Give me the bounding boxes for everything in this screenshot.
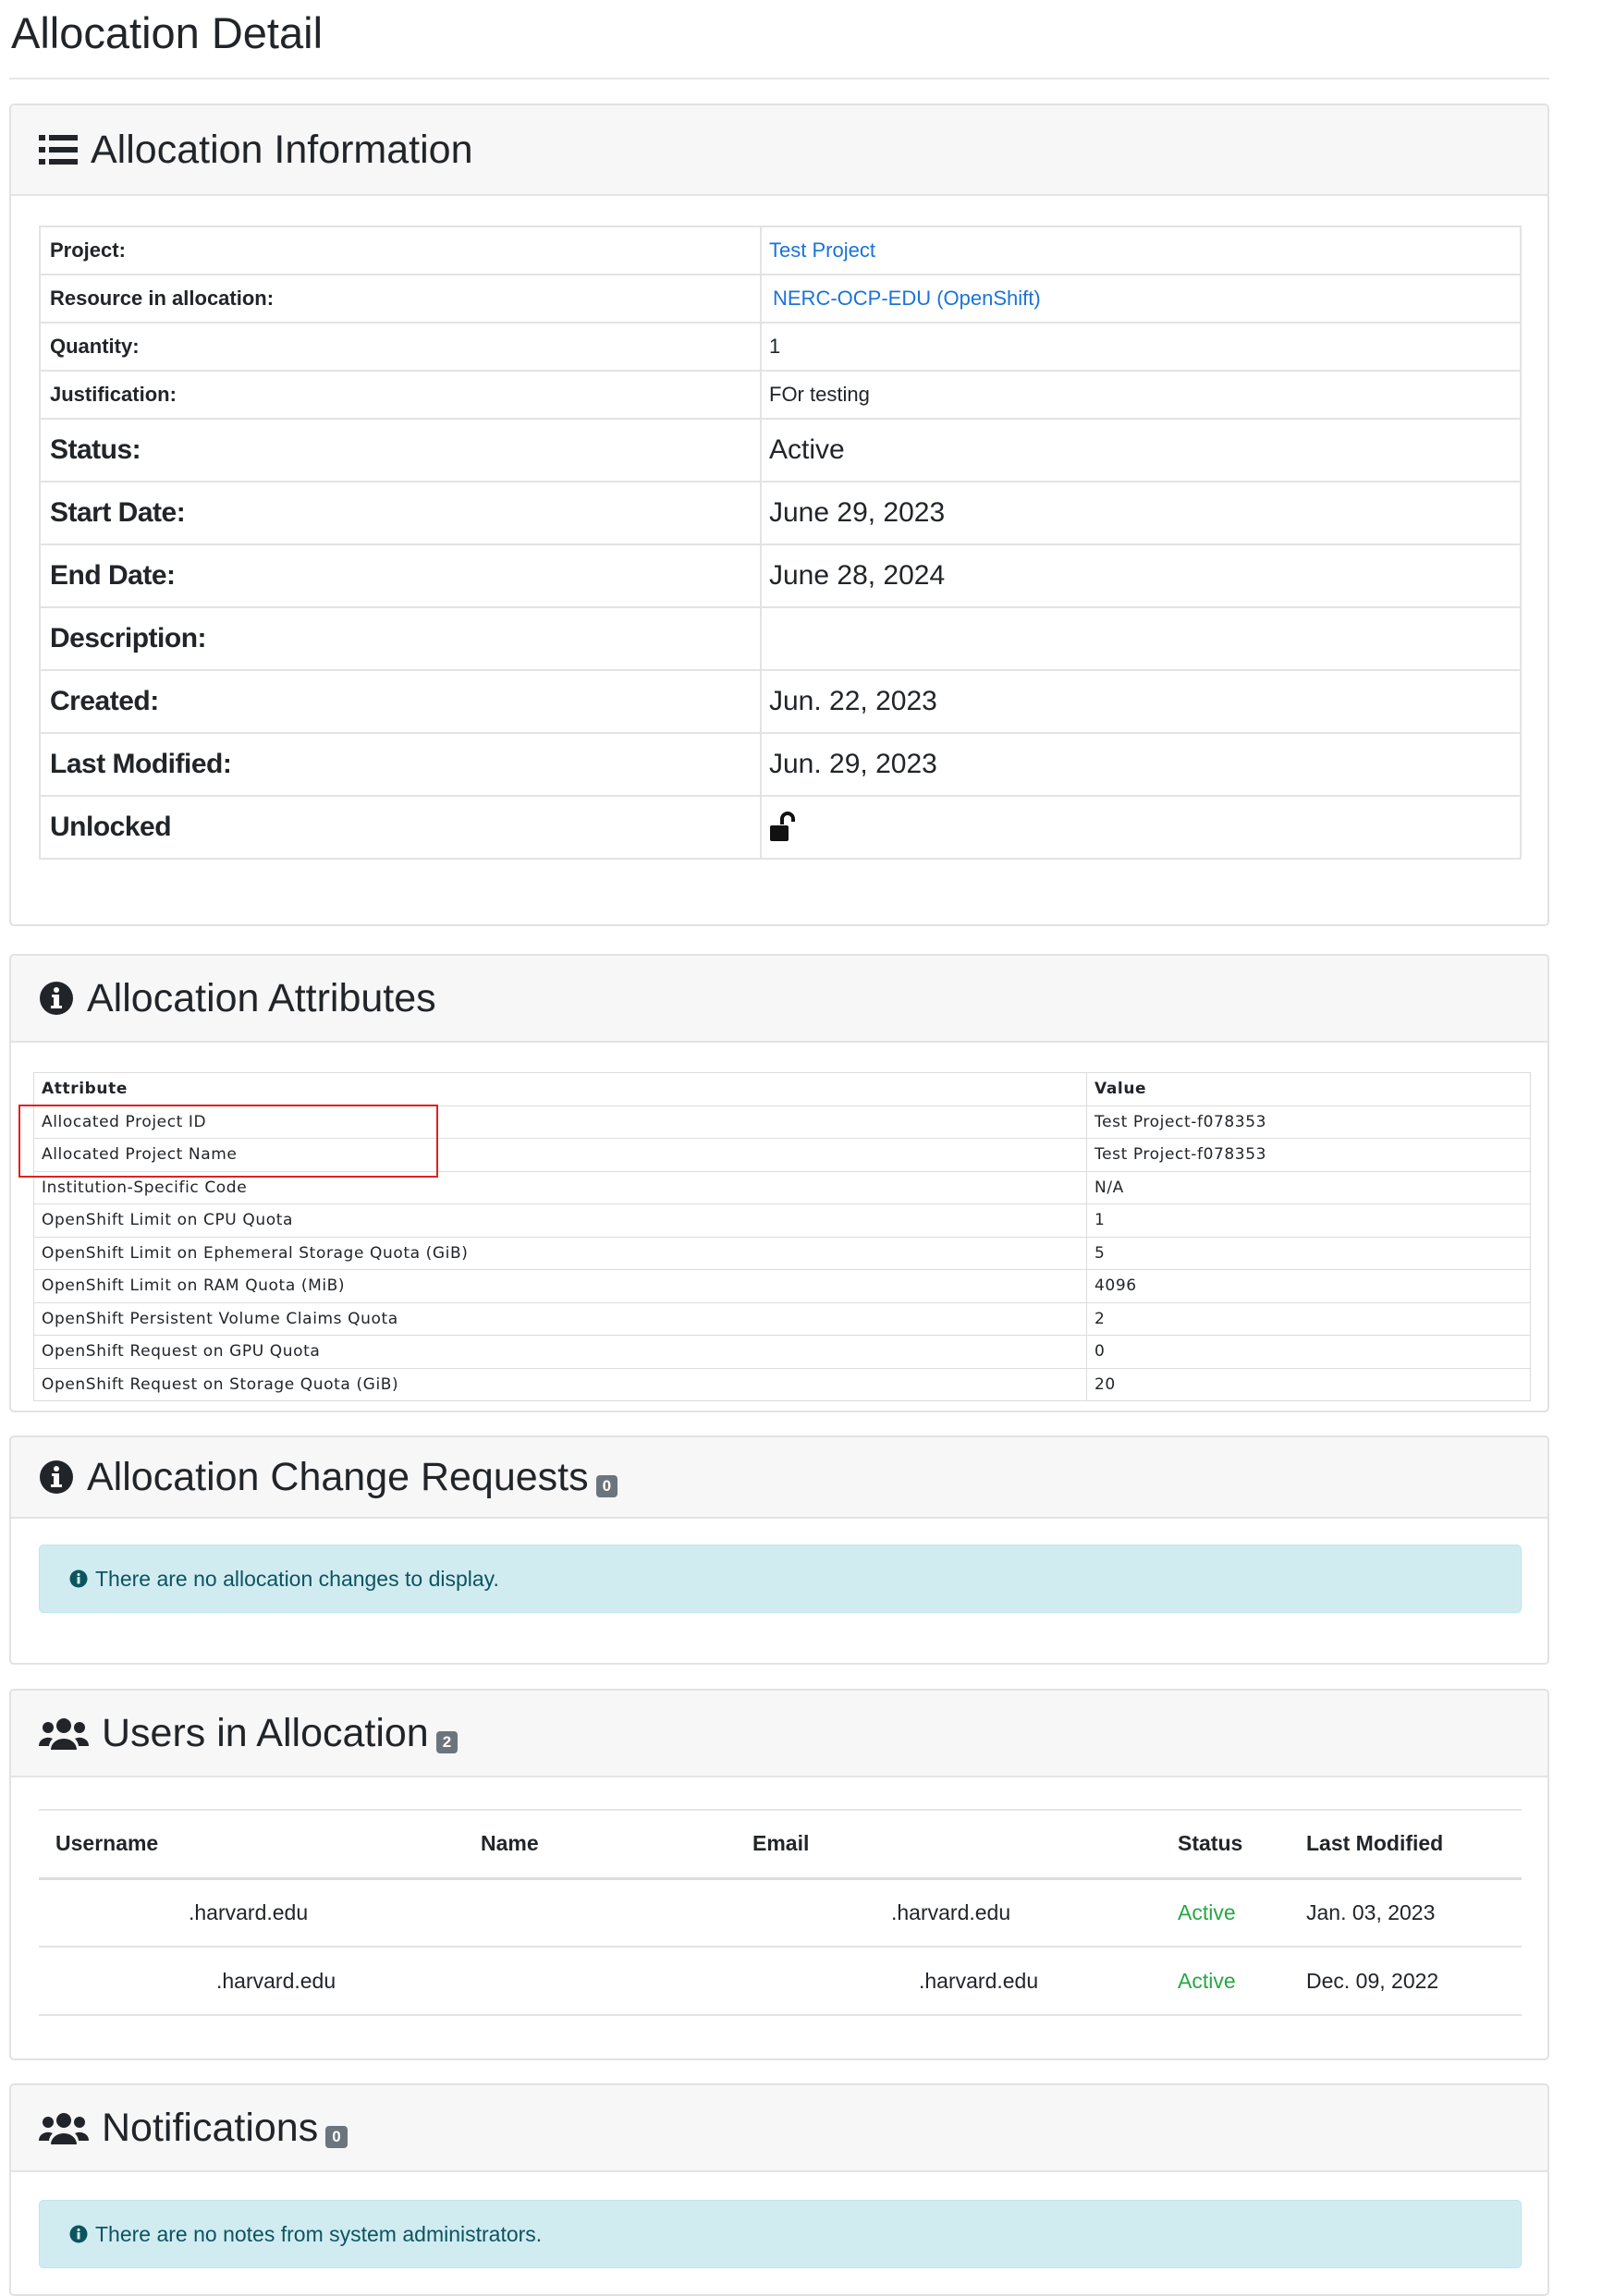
attribute-name: OpenShift Limit on CPU Quota bbox=[34, 1204, 1087, 1238]
description-label: Description: bbox=[40, 607, 761, 670]
user-last-modified: Dec. 09, 2022 bbox=[1290, 1947, 1522, 2015]
info-row-description bbox=[40, 607, 1521, 670]
last-modified-label: Last Modified: bbox=[40, 733, 761, 796]
attribute-name: OpenShift Persistent Volume Claims Quota bbox=[34, 1302, 1087, 1336]
users-in-allocation-card bbox=[9, 1689, 1549, 2060]
info-circle-icon bbox=[39, 1459, 74, 1495]
allocation-attributes-title bbox=[39, 976, 436, 1021]
change-requests-heading: Allocation Change Requests bbox=[87, 1454, 589, 1499]
users-count-badge: 2 bbox=[436, 1731, 458, 1753]
change-requests-count-badge: 0 bbox=[596, 1475, 618, 1497]
users-table bbox=[39, 1809, 1522, 2016]
info-row-status bbox=[40, 419, 1521, 482]
project-link[interactable]: Test Project bbox=[769, 238, 875, 262]
user-row bbox=[39, 1878, 1522, 1947]
attribute-value: 20 bbox=[1087, 1368, 1531, 1401]
info-row-start-date bbox=[40, 482, 1521, 544]
allocation-attributes-heading: Allocation Attributes bbox=[87, 975, 436, 1020]
unlock-icon bbox=[769, 812, 795, 843]
attribute-value: 4096 bbox=[1087, 1270, 1531, 1303]
attribute-name: OpenShift Request on Storage Quota (GiB) bbox=[34, 1368, 1087, 1401]
attribute-row bbox=[34, 1368, 1531, 1401]
notifications-card bbox=[9, 2083, 1549, 2296]
page-title: Allocation Detail bbox=[11, 8, 324, 57]
last-modified-column-header: Last Modified bbox=[1290, 1810, 1522, 1878]
users-heading: Users in Allocation bbox=[102, 1710, 429, 1755]
resource-label: Resource in allocation: bbox=[40, 275, 761, 323]
attribute-row bbox=[34, 1302, 1531, 1336]
status-value: Active bbox=[761, 419, 1521, 482]
username-column-header: Username bbox=[39, 1810, 464, 1878]
notifications-empty-alert bbox=[39, 2200, 1522, 2268]
project-label: Project: bbox=[40, 226, 761, 275]
attribute-name: Allocated Project Name bbox=[34, 1139, 1087, 1172]
user-last-modified: Jan. 03, 2023 bbox=[1290, 1878, 1522, 1947]
info-circle-icon bbox=[39, 981, 74, 1016]
attribute-row bbox=[34, 1204, 1531, 1238]
change-requests-empty-alert bbox=[39, 1545, 1522, 1613]
end-date-label: End Date: bbox=[40, 544, 761, 607]
user-row bbox=[39, 1947, 1522, 2015]
allocation-attributes-header bbox=[11, 956, 1547, 1043]
notifications-heading: Notifications bbox=[102, 2105, 319, 2150]
user-status: Active bbox=[1161, 1878, 1290, 1947]
justification-label: Justification: bbox=[40, 371, 761, 419]
user-username: .harvard.edu bbox=[216, 1968, 336, 1993]
attribute-column-header: Attribute bbox=[34, 1073, 1087, 1106]
highlight-box bbox=[18, 1105, 438, 1178]
quantity-value: 1 bbox=[761, 323, 1521, 371]
name-column-header: Name bbox=[464, 1810, 736, 1878]
user-name bbox=[464, 1947, 736, 2015]
user-email: .harvard.edu bbox=[891, 1899, 1011, 1924]
user-email: .harvard.edu bbox=[919, 1968, 1039, 1993]
attribute-row bbox=[34, 1270, 1531, 1303]
user-name bbox=[464, 1878, 736, 1947]
attribute-value: 2 bbox=[1087, 1302, 1531, 1336]
info-row-lock-state bbox=[40, 796, 1521, 859]
notifications-header bbox=[11, 2085, 1547, 2172]
info-row-last-modified bbox=[40, 733, 1521, 796]
attribute-name: Allocated Project ID bbox=[34, 1105, 1087, 1139]
status-column-header: Status bbox=[1161, 1810, 1290, 1878]
user-status: Active bbox=[1161, 1947, 1290, 2015]
end-date-value: June 28, 2024 bbox=[761, 544, 1521, 607]
attribute-name: OpenShift Request on GPU Quota bbox=[34, 1336, 1087, 1369]
allocation-information-card bbox=[9, 104, 1549, 926]
last-modified-value: Jun. 29, 2023 bbox=[761, 733, 1521, 796]
attribute-name: OpenShift Limit on RAM Quota (MiB) bbox=[34, 1270, 1087, 1303]
attribute-name: OpenShift Limit on Ephemeral Storage Quota (GiB) bbox=[34, 1237, 1087, 1270]
info-circle-icon bbox=[69, 2225, 88, 2243]
info-row-end-date bbox=[40, 544, 1521, 607]
change-requests-empty-message: There are no allocation changes to display. bbox=[95, 1566, 499, 1591]
resource-link[interactable]: NERC-OCP-EDU (OpenShift) bbox=[773, 287, 1041, 310]
notifications-title bbox=[39, 2106, 348, 2151]
allocation-information-table bbox=[39, 226, 1522, 860]
attribute-name: Institution-Specific Code bbox=[34, 1171, 1087, 1204]
allocation-change-requests-card bbox=[9, 1435, 1549, 1665]
description-value bbox=[761, 607, 1521, 670]
attribute-value: 0 bbox=[1087, 1336, 1531, 1369]
attribute-row bbox=[34, 1237, 1531, 1270]
users-header bbox=[11, 1691, 1547, 1777]
start-date-value: June 29, 2023 bbox=[761, 482, 1521, 544]
lock-state-label: Unlocked bbox=[40, 796, 761, 859]
allocation-information-title bbox=[39, 128, 473, 173]
created-label: Created: bbox=[40, 670, 761, 733]
created-value: Jun. 22, 2023 bbox=[761, 670, 1521, 733]
attribute-value: N/A bbox=[1087, 1171, 1531, 1204]
attribute-value: 5 bbox=[1087, 1237, 1531, 1270]
info-row-justification bbox=[40, 371, 1521, 419]
allocation-information-heading: Allocation Information bbox=[91, 127, 473, 172]
users-header-row bbox=[39, 1810, 1522, 1878]
users-title bbox=[39, 1711, 458, 1756]
info-row-project bbox=[40, 226, 1521, 275]
allocation-attributes-card bbox=[9, 954, 1549, 1412]
info-row-quantity bbox=[40, 323, 1521, 371]
users-icon bbox=[39, 1716, 89, 1751]
attribute-value: Test Project-f078353 bbox=[1087, 1105, 1531, 1139]
users-icon bbox=[39, 2110, 89, 2145]
info-row-resource bbox=[40, 275, 1521, 323]
justification-value: FOr testing bbox=[761, 371, 1521, 419]
notifications-count-badge: 0 bbox=[325, 2126, 347, 2148]
change-requests-title bbox=[39, 1455, 618, 1500]
quantity-label: Quantity: bbox=[40, 323, 761, 371]
email-column-header: Email bbox=[736, 1810, 1161, 1878]
attributes-header-row bbox=[34, 1073, 1531, 1106]
attribute-value: 1 bbox=[1087, 1204, 1531, 1238]
start-date-label: Start Date: bbox=[40, 482, 761, 544]
info-row-created bbox=[40, 670, 1521, 733]
user-username: .harvard.edu bbox=[189, 1899, 309, 1924]
allocation-information-header bbox=[11, 105, 1547, 196]
list-icon bbox=[39, 134, 78, 165]
attribute-row bbox=[34, 1336, 1531, 1369]
attribute-value: Test Project-f078353 bbox=[1087, 1139, 1531, 1172]
title-divider bbox=[9, 78, 1549, 79]
value-column-header: Value bbox=[1087, 1073, 1531, 1106]
notifications-empty-message: There are no notes from system administrators. bbox=[95, 2221, 543, 2246]
info-circle-icon bbox=[69, 1569, 88, 1588]
change-requests-header bbox=[11, 1437, 1547, 1519]
status-label: Status: bbox=[40, 419, 761, 482]
